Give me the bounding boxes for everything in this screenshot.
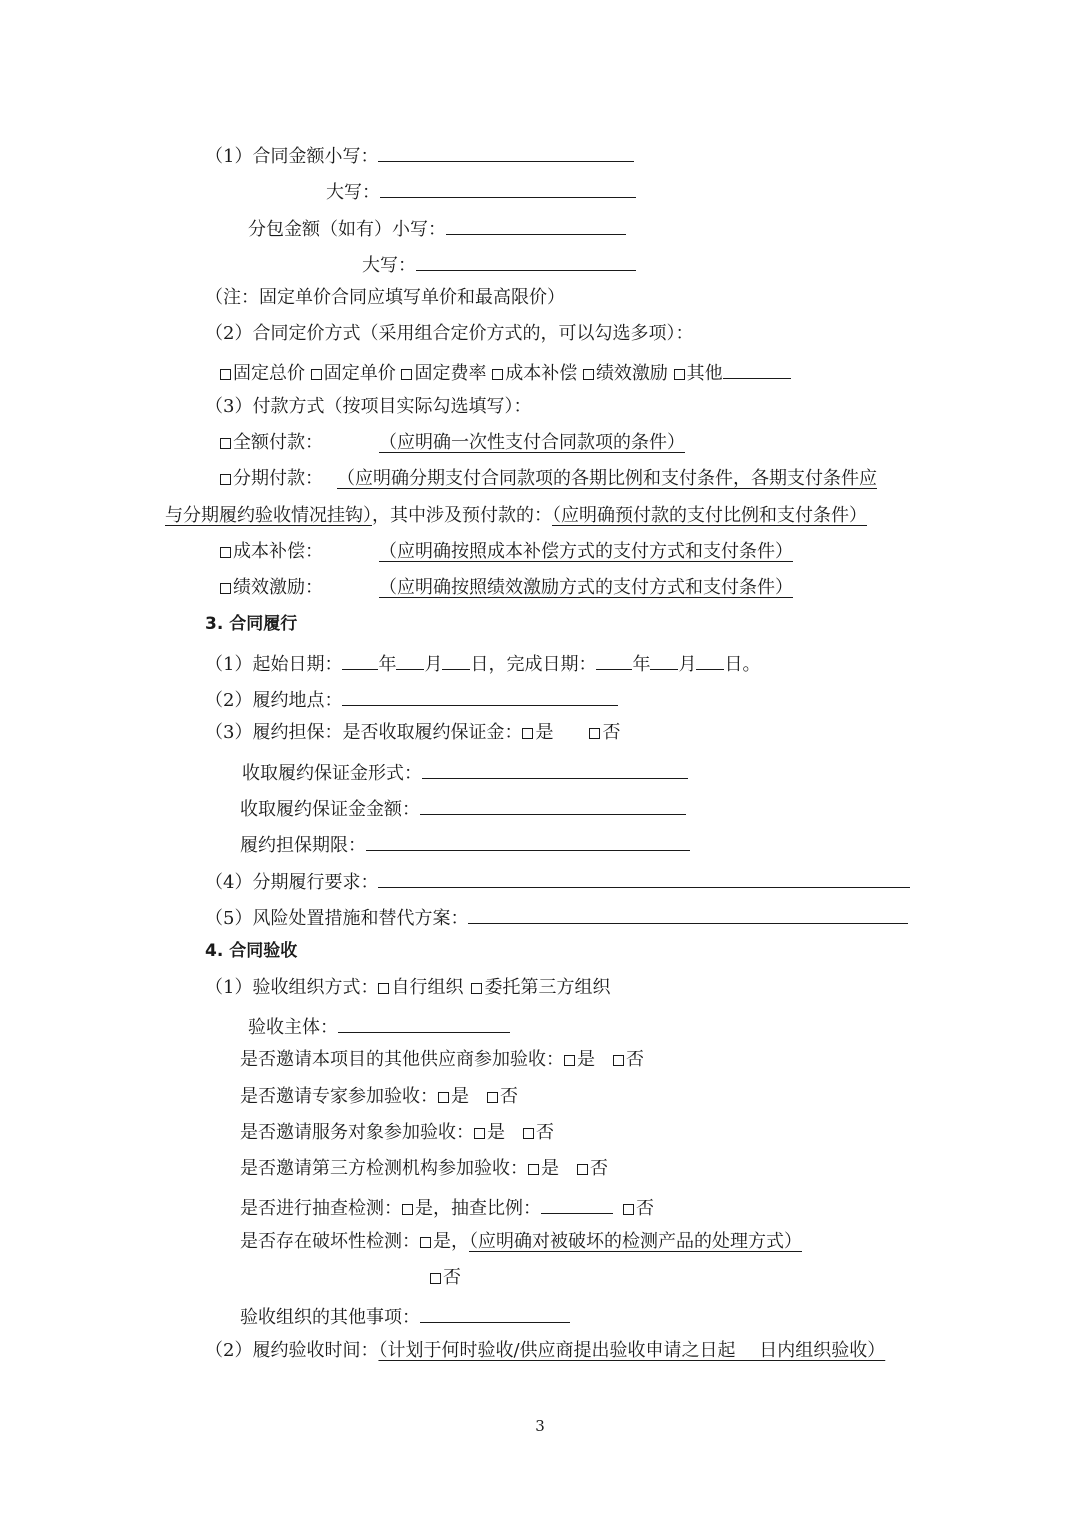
sub-amount-small-field[interactable] — [446, 214, 626, 235]
acceptance-org-label: （1）验收组织方式： — [205, 977, 379, 998]
payment-install-hint-1-text: （应明确分期支付合同款项的各期比例和支付条件，各期支付条件应 — [337, 468, 877, 489]
staged-field[interactable] — [378, 867, 910, 888]
acceptance-third-label: 委托第三方组织 — [484, 977, 611, 998]
payment-full-field[interactable] — [323, 432, 885, 453]
guarantee-form-label: 收取履约保证金形式： — [242, 763, 422, 784]
payment-perf-row — [220, 576, 829, 600]
q-service-no-checkbox[interactable] — [523, 1128, 534, 1139]
q-lab-no-label: 否 — [590, 1158, 608, 1179]
start-year-unit: 年 — [378, 654, 397, 675]
guarantee-row — [205, 721, 620, 745]
payment-perf-hint: （应明确按照绩效激励方式的支付方式和支付条件） — [379, 577, 793, 598]
acceptance-other-field[interactable] — [420, 1302, 570, 1323]
payment-perf-field[interactable] — [323, 577, 829, 598]
pricing-cost-comp-label: 成本补偿 — [505, 363, 578, 384]
q-expert-yes-label: 是 — [451, 1086, 469, 1107]
risk-row — [205, 903, 908, 927]
q-supplier-yes-label: 是 — [577, 1049, 595, 1070]
pricing-options — [220, 358, 791, 382]
end-year-unit: 年 — [632, 654, 651, 675]
q-expert-yes-checkbox[interactable] — [438, 1092, 449, 1103]
guarantee-form-row — [242, 758, 688, 782]
payment-cost-label: 成本补偿： — [233, 541, 323, 562]
q-destructive-no-row — [430, 1266, 461, 1290]
payment-full-checkbox[interactable] — [220, 438, 231, 449]
contract-amount-small-field[interactable] — [378, 141, 634, 162]
q-destructive-row — [240, 1230, 808, 1254]
pricing-other-label: 其他 — [686, 363, 723, 384]
payment-install-checkbox[interactable] — [220, 474, 231, 485]
payment-prepay-hint[interactable]: （应明确预付款的支付比例和支付条件） — [552, 505, 867, 526]
q-destructive-no-checkbox[interactable] — [430, 1273, 441, 1284]
q-sample-row — [240, 1193, 654, 1217]
pricing-cost-comp-checkbox[interactable] — [492, 369, 503, 380]
dates-row — [205, 649, 760, 673]
sub-amount-big-field[interactable] — [416, 250, 636, 271]
sub-amount-small-row — [248, 214, 626, 238]
guarantee-period-label: 履约担保期限： — [240, 835, 366, 856]
q-destructive-no-label: 否 — [443, 1267, 461, 1288]
q-destructive-yes-label: 是， — [433, 1231, 469, 1252]
payment-cost-field[interactable] — [323, 541, 829, 562]
end-date-label: 日，完成日期： — [470, 654, 597, 675]
risk-label: （5）风险处置措施和替代方案： — [205, 908, 469, 929]
q-service-yes-label: 是 — [487, 1122, 505, 1143]
pricing-incentive-label: 绩效激励 — [595, 363, 668, 384]
payment-full-hint: （应明确一次性支付合同款项的条件） — [379, 432, 685, 453]
section-3-heading: 3. 合同履行 — [205, 614, 298, 634]
q-service-no-label: 否 — [536, 1122, 554, 1143]
payment-install-label: 分期付款： — [233, 468, 323, 489]
q-expert-label: 是否邀请专家参加验收： — [240, 1086, 438, 1107]
q-sample-no-label: 否 — [636, 1198, 654, 1219]
acceptance-time-row — [205, 1339, 885, 1363]
end-year-field[interactable] — [596, 649, 632, 670]
guarantee-amount-field[interactable] — [420, 794, 686, 815]
risk-field[interactable] — [468, 903, 908, 924]
q-service-label: 是否邀请服务对象参加验收： — [240, 1122, 474, 1143]
staged-row — [205, 867, 910, 891]
pricing-other-field[interactable] — [723, 358, 791, 379]
q-sample-no-checkbox[interactable] — [623, 1204, 634, 1215]
destructive-hint[interactable] — [469, 1231, 808, 1252]
contract-amount-big-field[interactable] — [380, 177, 636, 198]
q-expert-row — [240, 1085, 518, 1109]
section-4-heading: 4. 合同验收 — [205, 941, 298, 961]
q-lab-label: 是否邀请第三方检测机构参加验收： — [240, 1158, 528, 1179]
start-year-field[interactable] — [342, 649, 378, 670]
acceptance-third-checkbox[interactable] — [471, 983, 482, 994]
end-day-field[interactable] — [696, 649, 724, 670]
start-month-unit: 月 — [424, 654, 443, 675]
contract-amount-small-label: （1）合同金额小写： — [205, 146, 379, 167]
q-lab-yes-label: 是 — [541, 1158, 559, 1179]
acceptance-subject-row — [248, 1012, 510, 1036]
pricing-fixed-unit-checkbox[interactable] — [311, 369, 322, 380]
contract-amount-small-row — [205, 141, 634, 165]
acceptance-other-label: 验收组织的其他事项： — [240, 1307, 420, 1328]
guarantee-yes-checkbox[interactable] — [522, 728, 533, 739]
guarantee-period-field[interactable] — [366, 830, 690, 851]
acceptance-org-row — [205, 976, 610, 1000]
payment-install-hint-2[interactable]: 与分期履约验收情况挂钩） — [165, 505, 372, 526]
payment-full-label: 全额付款： — [233, 432, 323, 453]
guarantee-no-checkbox[interactable] — [589, 728, 600, 739]
payment-cost-hint: （应明确按照成本补偿方式的支付方式和支付条件） — [379, 541, 793, 562]
pricing-fixed-total-label: 固定总价 — [233, 363, 305, 384]
guarantee-label: （3）履约担保：是否收取履约保证金： — [205, 722, 523, 743]
place-row — [205, 685, 618, 709]
q-supplier-no-checkbox[interactable] — [613, 1055, 624, 1066]
payment-perf-label: 绩效激励： — [233, 577, 323, 598]
q-service-yes-checkbox[interactable] — [474, 1128, 485, 1139]
guarantee-amount-label: 收取履约保证金金额： — [240, 799, 420, 820]
q-supplier-row — [240, 1048, 644, 1072]
payment-install-row-2 — [165, 504, 867, 528]
q-destructive-label: 是否存在破坏性检测： — [240, 1231, 420, 1252]
q-destructive-yes-checkbox[interactable] — [420, 1237, 431, 1248]
destructive-hint-text: （应明确对被破坏的检测产品的处理方式） — [469, 1231, 802, 1252]
guarantee-period-row — [240, 830, 690, 854]
payment-full-row — [220, 431, 885, 455]
start-day-field[interactable] — [442, 649, 470, 670]
place-label: （2）履约地点： — [205, 690, 343, 711]
payment-cost-checkbox[interactable] — [220, 547, 231, 558]
sub-amount-small-label: 分包金额（如有）小写： — [248, 219, 446, 240]
payment-install-hint-1[interactable] — [323, 468, 877, 489]
q-sample-label: 是否进行抽查检测： — [240, 1198, 402, 1219]
contract-amount-big-row — [326, 177, 636, 201]
payment-perf-checkbox[interactable] — [220, 583, 231, 594]
start-month-field[interactable] — [396, 649, 424, 670]
amount-note: （注：固定单价合同应填写单价和最高限价） — [205, 287, 565, 308]
q-sample-yes-label: 是，抽查比例： — [415, 1198, 541, 1219]
acceptance-subject-field[interactable] — [338, 1012, 510, 1033]
pricing-title: （2）合同定价方式（采用组合定价方式的，可以勾选多项）： — [205, 323, 694, 344]
place-field[interactable] — [342, 685, 618, 706]
end-month-field[interactable] — [650, 649, 678, 670]
q-expert-no-label: 否 — [500, 1086, 518, 1107]
contract-amount-big-label: 大写： — [326, 182, 380, 203]
start-date-label: （1）起始日期： — [205, 654, 343, 675]
q-lab-yes-checkbox[interactable] — [528, 1164, 539, 1175]
q-lab-row — [240, 1157, 608, 1181]
end-day-unit: 日。 — [724, 654, 761, 675]
q-supplier-label: 是否邀请本项目的其他供应商参加验收： — [240, 1049, 564, 1070]
q-service-row — [240, 1121, 554, 1145]
sub-amount-big-label: 大写： — [362, 255, 416, 276]
sub-amount-big-row — [362, 250, 636, 274]
acceptance-other-row — [240, 1302, 570, 1326]
payment-install-row — [220, 467, 877, 491]
guarantee-form-field[interactable] — [422, 758, 688, 779]
q-sample-yes-checkbox[interactable] — [402, 1204, 413, 1215]
payment-cost-row — [220, 540, 829, 564]
pricing-fixed-rate-checkbox[interactable] — [401, 369, 412, 380]
pricing-fixed-total-checkbox[interactable] — [220, 369, 231, 380]
q-supplier-yes-checkbox[interactable] — [564, 1055, 575, 1066]
q-expert-no-checkbox[interactable] — [487, 1092, 498, 1103]
acceptance-time-label: （2）履约验收时间： — [205, 1340, 379, 1361]
guarantee-amount-row — [240, 794, 686, 818]
staged-label: （4）分期履行要求： — [205, 872, 379, 893]
q-lab-no-checkbox[interactable] — [577, 1164, 588, 1175]
page-number: 3 — [535, 1417, 545, 1435]
guarantee-yes-label: 是 — [535, 722, 554, 743]
pricing-fixed-unit-label: 固定单价 — [323, 363, 396, 384]
acceptance-time-hint[interactable]: （计划于何时验收/供应商提出验收申请之日起 日内组织验收） — [378, 1340, 886, 1361]
q-supplier-no-label: 否 — [626, 1049, 644, 1070]
guarantee-no-label: 否 — [602, 722, 621, 743]
payment-title: （3）付款方式（按项目实际勾选填写）： — [205, 396, 532, 417]
pricing-fixed-rate-label: 固定费率 — [414, 363, 487, 384]
end-month-unit: 月 — [678, 654, 697, 675]
payment-install-mid: ，其中涉及预付款的： — [372, 505, 552, 526]
acceptance-self-label: 自行组织 — [391, 977, 464, 998]
pricing-other-checkbox[interactable] — [674, 369, 685, 380]
acceptance-subject-label: 验收主体： — [248, 1017, 338, 1038]
pricing-incentive-checkbox[interactable] — [583, 369, 594, 380]
sample-ratio-field[interactable] — [541, 1193, 613, 1214]
acceptance-self-checkbox[interactable] — [378, 983, 389, 994]
